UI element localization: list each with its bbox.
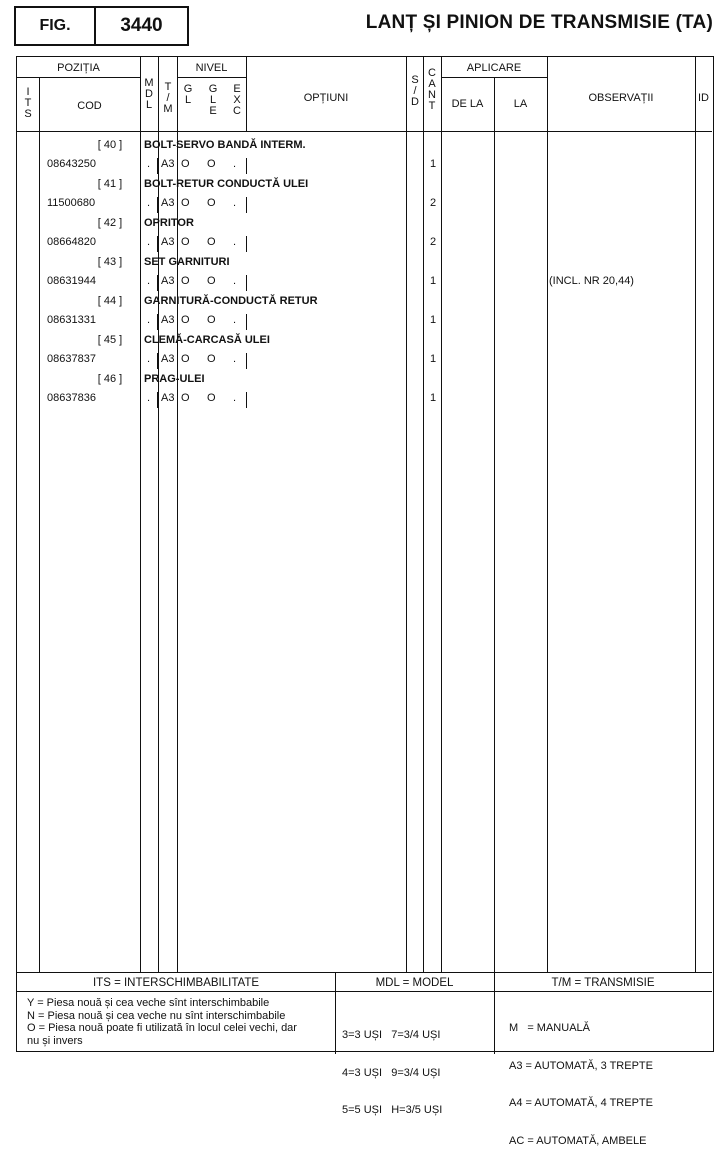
col-line — [423, 57, 424, 972]
part-code: 08637837 — [47, 353, 96, 365]
exc-value: . — [233, 314, 237, 326]
header-cant: C A N T — [428, 67, 436, 112]
position-number: [ 41 ] — [97, 178, 123, 190]
row-tick — [246, 236, 247, 252]
col-line — [406, 57, 407, 972]
row-tick — [157, 236, 158, 252]
col-line — [695, 57, 696, 972]
mdl-value: . — [147, 236, 151, 248]
part-name: BOLT-RETUR CONDUCTĂ ULEI — [144, 178, 309, 190]
tm-value: A3 — [161, 314, 175, 326]
mdl-value: . — [147, 314, 151, 326]
header-id: ID — [698, 92, 709, 104]
row-tick — [157, 392, 158, 408]
part-code: 08637836 — [47, 392, 96, 404]
gl-value: O — [181, 236, 190, 248]
exc-value: . — [233, 158, 237, 170]
col-line — [177, 57, 178, 972]
header-its: I T S — [24, 86, 32, 120]
position-number: [ 42 ] — [97, 217, 123, 229]
part-code: 11500680 — [47, 197, 96, 209]
header-observatii: OBSERVAȚII — [588, 92, 654, 104]
part-code: 08631944 — [47, 275, 96, 287]
quantity-value: 1 — [429, 392, 437, 404]
header-de-la: DE LA — [451, 98, 484, 110]
position-number: [ 45 ] — [97, 334, 123, 346]
header-tm: T / M — [163, 81, 173, 115]
legend-mdl-text: 3=3 UȘI 7=3/4 UȘI 4=3 UȘI 9=3/4 UȘI 5=5 UȘI H=3/5 UȘI — [342, 1029, 443, 1116]
exc-value: . — [233, 236, 237, 248]
row-tick — [157, 158, 158, 174]
tm-value: A3 — [161, 197, 175, 209]
exc-value: . — [233, 275, 237, 287]
position-number: [ 40 ] — [97, 139, 123, 151]
row-tick — [246, 197, 247, 213]
gle-value: O — [207, 158, 216, 170]
part-code: 08664820 — [47, 236, 96, 248]
gl-value: O — [181, 353, 190, 365]
row-tick — [157, 275, 158, 291]
quantity-value: 1 — [429, 158, 437, 170]
quantity-value: 2 — [429, 197, 437, 209]
tm-value: A3 — [161, 353, 175, 365]
legend-top-line — [17, 972, 712, 973]
gl-value: O — [181, 158, 190, 170]
header-mdl: M D L — [144, 77, 154, 111]
legend-its-text: Y = Piesa nouă și cea veche sînt interschimbabile N = Piesa nouă și cea veche nu sînt interschimbabile O = Piesa nouă poate fi utilizată în locul celei vechi, dar nu și invers — [27, 997, 297, 1047]
nivel-divider — [177, 77, 246, 78]
gle-value: O — [207, 392, 216, 404]
legend-its-title: ITS = INTERSCHIMBABILITATE — [92, 977, 260, 989]
position-number: [ 43 ] — [97, 256, 123, 268]
header-la: LA — [513, 98, 528, 110]
part-name: GARNITURĂ-CONDUCTĂ RETUR — [144, 295, 318, 307]
page-title: LANȚ ȘI PINION DE TRANSMISIE (TA) — [365, 12, 713, 33]
row-tick — [157, 353, 158, 369]
part-code: 08631331 — [47, 314, 96, 326]
header-sd: S / D — [411, 74, 419, 108]
row-tick — [157, 314, 158, 330]
mdl-value: . — [147, 275, 151, 287]
legend-mdl-title: MDL = MODEL — [375, 977, 454, 989]
row-tick — [246, 275, 247, 291]
exc-value: . — [233, 353, 237, 365]
col-line — [140, 57, 141, 972]
row-tick — [246, 353, 247, 369]
legend-tm-text: M = MANUALĂ A3 = AUTOMATĂ, 3 TREPTE A4 = AUTOMATĂ, 4 TREPTE AC = AUTOMATĂ, AMBELE — [509, 1022, 653, 1147]
part-name: SET GARNITURI — [144, 256, 230, 268]
col-line — [494, 77, 495, 1054]
pozitia-divider — [17, 77, 140, 78]
col-line — [441, 57, 442, 972]
header-bottom-line — [17, 131, 712, 132]
quantity-value: 2 — [429, 236, 437, 248]
legend-tm-title: T/M = TRANSMISIE — [551, 977, 655, 989]
row-tick — [246, 392, 247, 408]
col-line — [158, 57, 159, 972]
parts-table — [16, 56, 714, 1147]
header-cod: COD — [77, 100, 102, 112]
legend-title-line — [17, 991, 712, 992]
header-pozitia: POZIȚIA — [57, 62, 100, 74]
gl-value: O — [181, 275, 190, 287]
gle-value: O — [207, 353, 216, 365]
figure-box — [14, 6, 189, 46]
gle-value: O — [207, 275, 216, 287]
mdl-value: . — [147, 158, 151, 170]
gl-value: O — [181, 314, 190, 326]
quantity-value: 1 — [429, 353, 437, 365]
row-tick — [246, 158, 247, 174]
tm-value: A3 — [161, 236, 175, 248]
figure-label: FIG. — [16, 8, 96, 44]
mdl-value: . — [147, 353, 151, 365]
header-aplicare: APLICARE — [466, 62, 522, 74]
tm-value: A3 — [161, 158, 175, 170]
mdl-value: . — [147, 392, 151, 404]
header-exc: E X C — [233, 83, 241, 117]
part-name: CLEMĂ-CARCASĂ ULEI — [144, 334, 270, 346]
gle-value: O — [207, 197, 216, 209]
quantity-value: 1 — [429, 275, 437, 287]
position-number: [ 46 ] — [97, 373, 123, 385]
exc-value: . — [233, 197, 237, 209]
gl-value: O — [181, 392, 190, 404]
row-tick — [246, 314, 247, 330]
gl-value: O — [181, 197, 190, 209]
gle-value: O — [207, 314, 216, 326]
header-gl: G L — [183, 83, 193, 106]
part-code: 08643250 — [47, 158, 96, 170]
part-name: BOLT-SERVO BANDĂ INTERM. — [144, 139, 306, 151]
tm-value: A3 — [161, 392, 175, 404]
tm-value: A3 — [161, 275, 175, 287]
quantity-value: 1 — [429, 314, 437, 326]
part-name: PRAG-ULEI — [144, 373, 205, 385]
header-optiuni: OPȚIUNI — [303, 92, 349, 104]
header-nivel: NIVEL — [195, 62, 228, 74]
figure-number: 3440 — [120, 15, 163, 36]
mdl-value: . — [147, 197, 151, 209]
observation-text: (INCL. NR 20,44) — [549, 275, 634, 287]
exc-value: . — [233, 392, 237, 404]
row-tick — [157, 197, 158, 213]
header-gle: G L E — [208, 83, 218, 117]
col-line — [547, 57, 548, 972]
gle-value: O — [207, 236, 216, 248]
part-name: OPRITOR — [144, 217, 194, 229]
col-line — [39, 77, 40, 972]
position-number: [ 44 ] — [97, 295, 123, 307]
